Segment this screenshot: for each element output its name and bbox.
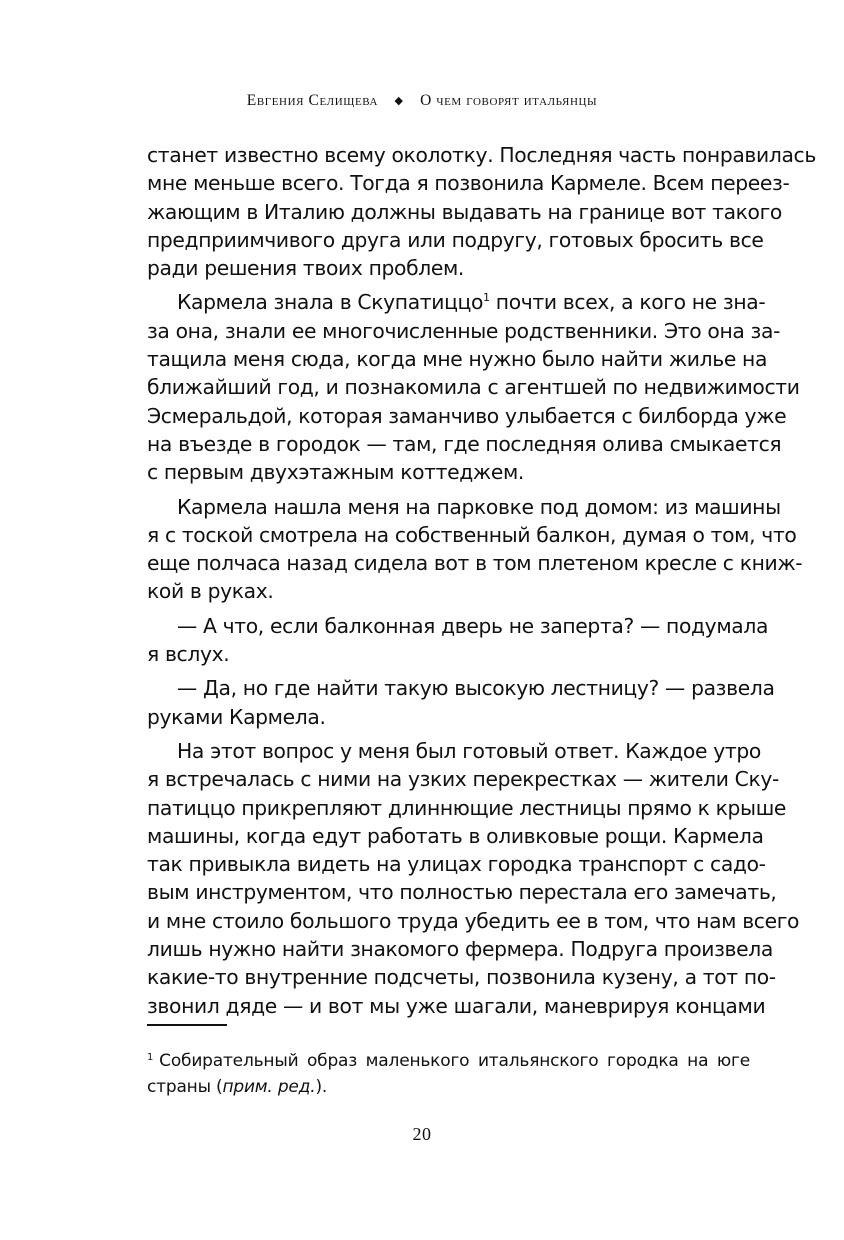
diamond-icon: ◆	[394, 95, 404, 107]
text-fragment: Кармела знала в Скупатиццо	[177, 290, 484, 315]
text-line: руками Кармела.	[147, 704, 326, 729]
text-line: я вслух.	[147, 642, 230, 667]
paragraph	[147, 612, 769, 669]
editor-note: прим. ред.	[222, 1077, 316, 1097]
paragraph	[147, 493, 803, 606]
paragraph	[147, 674, 775, 731]
text-line: Кармела нашла меня на парковке под домом: из машины	[177, 494, 781, 519]
author-name: Евгения Селищева	[246, 92, 379, 109]
text-line: кой в руках.	[147, 579, 274, 604]
text-line: я встречалась с ними на узких перекрестках — жители Ску-	[147, 767, 780, 792]
text-line: предприимчивого друга или подругу, готовых бросить все	[147, 227, 764, 252]
page-number: 20	[412, 1124, 432, 1144]
footnote-text: Собирательный образ маленького итальянского городка на юге	[159, 1051, 750, 1071]
text-line: На этот вопрос у меня был готовый ответ. Каждое утро	[177, 738, 761, 763]
text-line: какие-то внутренние подсчеты, позвонила кузену, а тот по-	[147, 965, 776, 990]
text-line: жающим в Италию должны выдавать на границе вот такого	[147, 199, 782, 224]
footnote-text: ).	[315, 1077, 328, 1097]
footnote	[147, 1048, 750, 1100]
footnote-ref: 1	[483, 291, 490, 305]
paragraph	[147, 288, 800, 486]
text-line: лишь нужно найти знакомого фермера. Подруга произвела	[147, 937, 773, 962]
text-line: машины, когда едут работать в оливковые рощи. Кармела	[147, 823, 764, 848]
running-head	[0, 92, 844, 110]
footnote-line	[147, 1048, 750, 1074]
text-line: так привыкла видеть на улицах городка транспорт с садо-	[147, 852, 766, 877]
paragraph	[147, 141, 816, 282]
text-line: за она, знали ее многочисленные родственники. Это она за-	[147, 318, 781, 343]
text-line: патиццо прикрепляют длиннющие лестницы прямо к крыше	[147, 795, 787, 820]
footnote-mark: 1	[147, 1052, 154, 1063]
text-line: я с тоской смотрела на собственный балкон, думая о том, что	[147, 522, 797, 547]
footnote-line	[147, 1074, 750, 1100]
text-line: с первым двухэтажным коттеджем.	[147, 460, 524, 485]
paragraph	[147, 737, 800, 1020]
main-text	[147, 141, 816, 1026]
text-line: — А что, если балконная дверь не заперта? — подумала	[177, 613, 769, 638]
text-line: станет известно всему околотку. Последняя часть понравилась	[147, 143, 816, 167]
text-line: на въезде в городок — там, где последняя олива смыкается	[147, 431, 782, 456]
footnote-rule	[147, 1024, 227, 1026]
text-line: вым инструментом, что полностью перестала его замечать,	[147, 880, 777, 905]
text-line: и мне стоило большого труда убедить ее в том, что нам всего	[147, 908, 800, 933]
footnote-text: страны (	[147, 1077, 223, 1097]
text-line: мне меньше всего. Тогда я позвонила Кармеле. Всем переез-	[147, 171, 790, 196]
text-line: звонил дяде — и вот мы уже шагали, маневрируя концами	[147, 993, 766, 1018]
text-line: — Да, но где найти такую высокую лестницу? — развела	[177, 676, 775, 701]
text-line	[147, 288, 766, 316]
text-fragment: почти всех, а кого не зна-	[489, 290, 766, 315]
text-line: ближайший год, и познакомила с агентшей по недвижимости	[147, 375, 800, 400]
book-title: О чем говорят итальянцы	[420, 92, 598, 109]
text-line: ради решения твоих проблем.	[147, 256, 465, 281]
text-line: Эсмеральдой, которая заманчиво улыбается с билборда уже	[147, 403, 787, 428]
text-line: еще полчаса назад сидела вот в том плетеном кресле с книж-	[147, 551, 803, 576]
text-line: тащила меня сюда, когда мне нужно было найти жилье на	[147, 347, 768, 372]
